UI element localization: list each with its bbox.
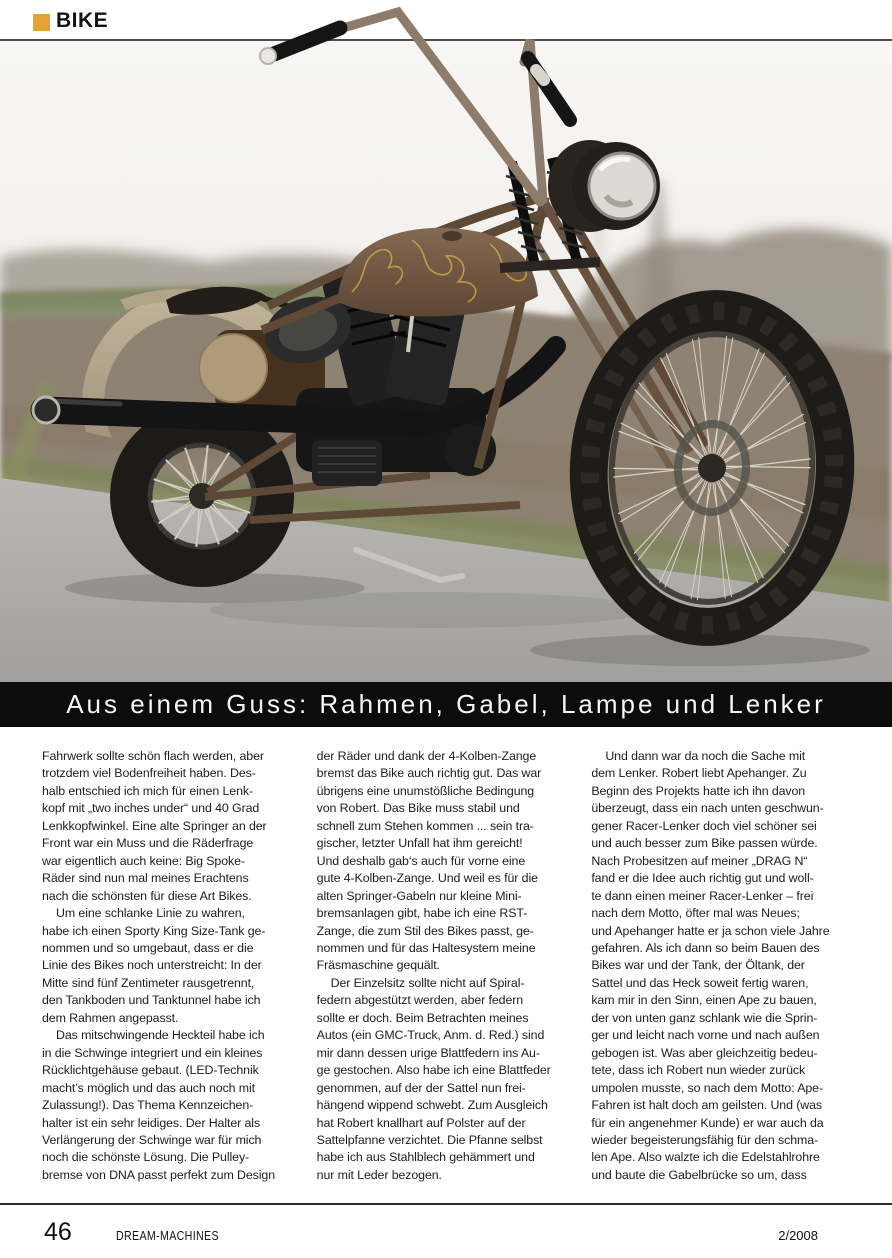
article-columns — [42, 748, 850, 1204]
article-paragraph: Um eine schlanke Linie zu wahren, habe ich einen Sporty King Size-Tank ge- nommen und so umgebaut, dass er die Linie des Bikes noch unterstreicht: In der Mitte sind fünf Zentimeter rausgetrennt, den Tankboden und Tanktunnel habe ich dem Rahmen angepasst. — [42, 906, 266, 1025]
photo-caption-bar — [0, 682, 892, 727]
article-column-3 — [591, 748, 850, 1204]
section-title: BIKE — [56, 9, 109, 32]
page-number: 46 — [44, 1218, 72, 1246]
article-paragraph: der Räder und dank der 4-Kolben-Zange bremst das Bike auch richtig gut. Das war übrigens eine unumstößliche Bedingung von Robert. Das Bike muss stabil und schnell zum Stehen kommen ... sein tra- gischer, letzter Unfall hat ihm gereicht! Und deshalb gab‘s auch für vorne eine gute 4-Kolben-Zange. Und weil es für die alten Springer-Gabeln nur kleine Mini- bremsanlagen gibt, habe ich eine RST- Zange, die zum Stil des Bikes passt, ge- nommen und für das Haltesystem meine Fräsmaschine gequält. — [316, 749, 542, 973]
article-paragraph: Das mitschwingende Heckteil habe ich in die Schwinge integriert und ein kleines Rücklichtgehäuse gebaut. (LED-Technik macht’s möglich und das auch noch mit Zulassung!). Das Thema Kennzeichen- halter ist ein sehr leidiges. Der Halter als Verlängerung der Schwinge war für mich noch die schönste Lösung. Die Pulley- bremse von DNA passt perfekt zum Design — [42, 1028, 275, 1182]
article-column-2 — [317, 748, 576, 1204]
article-paragraph: Und dann war da noch die Sache mit dem Lenker. Robert liebt Apehanger. Zu Beginn des Projekts hatte ich ihn davon überzeugt, dass ein nach unten geschwun- gener Racer-Lenker doch viel schöner sei und auch besser zum Bike passen würde. Nach Probesitzen auf meiner „DRAG N“ fand er die Idee auch richtig gut und woll- te dann einen meiner Racer-Lenker – frei nach dem Motto, öfter mal was Neues; und Apehanger hatte er ja schon viele Jahre gefahren. Als ich dann so beim Bauen des Bikes war und der Tank, der Öltank, der Sattel und das Heck soweit fertig waren, kam mir in den Sinn, einen Ape zu bauen, der von unten ganz schlank wie die Sprin- ger und leicht nach vorne und nach außen gebogen ist. Was aber gleichzeitig bedeu- tete, dass ich Robert nun wieder zurück umpolen musste, so nach dem Motto: Ape- Fahren ist halt doch am geilsten. Und (was für ein angenehmer Kunde) er war auch da wieder begeisterungsfähig für den schma- len Ape. Also walzte ich die Edelstahlrohre und baute die Gabelbrücke so um, dass — [591, 749, 830, 1182]
oil-tank-cover — [199, 334, 267, 402]
headlight — [548, 140, 660, 232]
photo-caption-text: Aus einem Guss: Rahmen, Gabel, Lampe und Lenker — [66, 689, 826, 719]
article-paragraph: Der Einzelsitz sollte nicht auf Spiral- federn abgestützt werden, aber federn sollte er doch. Beim Betrachten meines Autos (ein GMC-Truck, Anm. d. Red.) sind mir dann dessen urige Blattfedern ins Au- ge gestochen. Also habe ich eine Blattfeder genommen, auf der der Sattel nun frei- hängend wippend schwebt. Zum Ausgleich hat Robert knallhart auf Polster auf der Sattelpfanne verzichtet. Die Pfanne selbst habe ich aus Stahlblech gehämmert und nur mit Leder bezogen. — [316, 975, 551, 1182]
rear-wheel — [110, 405, 294, 587]
issue-number: 2/2008 — [778, 1228, 818, 1243]
magazine-name: DREAM-MACHINES — [116, 1228, 219, 1243]
footer-rule — [0, 1203, 892, 1205]
article-column-1 — [42, 748, 301, 1204]
article-paragraph: Fahrwerk sollte schön flach werden, aber trotzdem viel Bodenfreiheit haben. Des- halb entschied ich mich für einen Lenk- kopf mit „two inches under“ und 40 Grad Lenkkopfwinkel. Eine alte Springer an der Front war ein Muss und die Räderfrage war eigentlich auch keine: Big Spoke- Räder sind nun mal meines Erachtens nach die schönsten für diese Art Bikes. — [42, 749, 267, 903]
